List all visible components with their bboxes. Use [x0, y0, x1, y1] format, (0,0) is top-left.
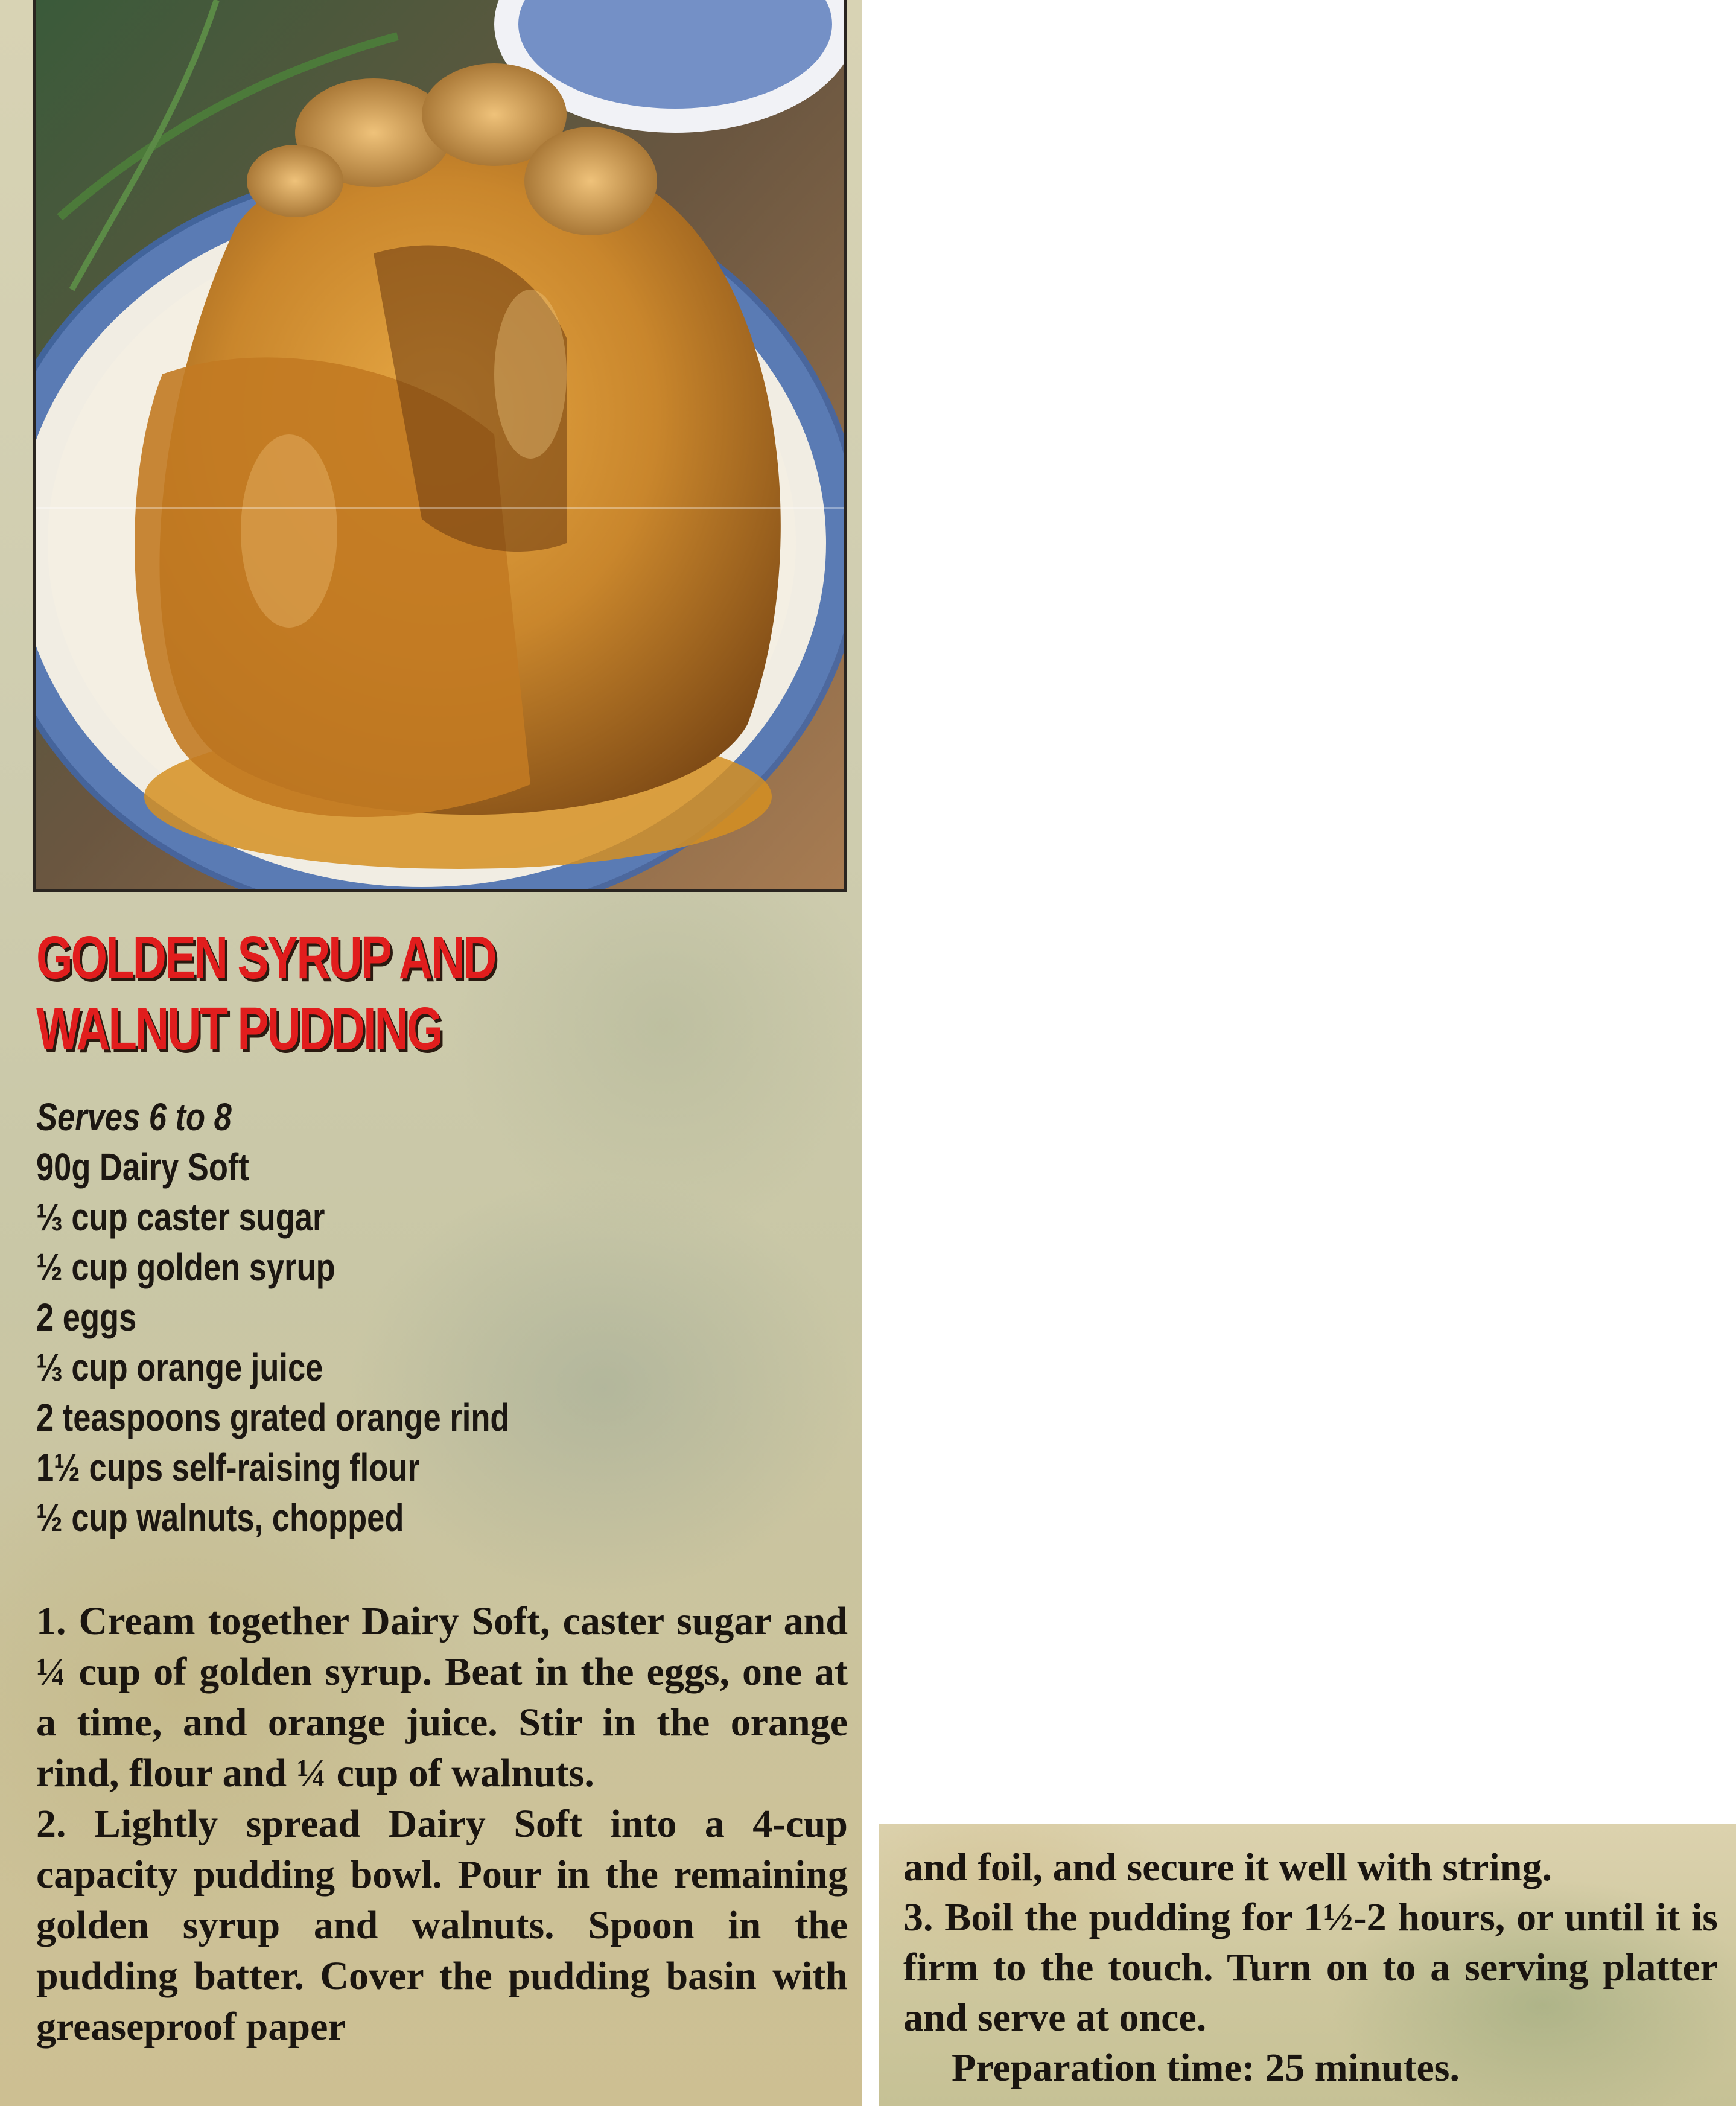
preparation-time: Preparation time: 25 minutes. — [952, 2046, 1460, 2090]
recipe-clipping-continuation — [879, 1824, 1736, 2106]
recipe-title — [36, 922, 495, 1064]
fold-crease — [36, 507, 844, 509]
pudding-illustration — [36, 0, 844, 889]
method-step-1: 1. Cream together Dairy Soft, caster sugar and ¼ cup of golden syrup. Beat in the eggs, one at a time, and orange juice. Stir in the orange rind, flour and ¼ cup of walnuts. — [36, 1599, 848, 1795]
ingredient-item: ⅓ cup caster sugar — [36, 1195, 325, 1239]
method-section — [36, 1596, 848, 2052]
ingredient-item: 2 teaspoons grated orange rind — [36, 1396, 510, 1439]
method-step-2: 2. Lightly spread Dairy Soft into a 4-cup capacity pudding bowl. Pour in the remaining golden syrup and walnuts. Spoon in the pudding batter. Cover the pudding basin with greaseproof paper — [36, 1802, 848, 2049]
method-continuation — [903, 1842, 1718, 2093]
recipe-clipping-main — [0, 0, 862, 2106]
recipe-title-line-1: GOLDEN SYRUP AND — [36, 924, 495, 991]
ingredient-item: 1½ cups self-raising flour — [36, 1446, 420, 1489]
method-step-3: 3. Boil the pudding for 1½-2 hours, or until it is firm to the touch. Turn on to a serving platter and serve at once. — [903, 1895, 1718, 2040]
ingredient-list — [36, 1092, 509, 1543]
servings-text: Serves 6 to 8 — [36, 1095, 232, 1139]
pudding-photo — [33, 0, 847, 892]
ingredient-item: ½ cup walnuts, chopped — [36, 1496, 404, 1539]
ingredient-item: 90g Dairy Soft — [36, 1145, 249, 1189]
method-step-2-continued: and foil, and secure it well with string. — [903, 1845, 1552, 1889]
ingredient-item: ½ cup golden syrup — [36, 1245, 335, 1289]
ingredient-item: 2 eggs — [36, 1296, 137, 1339]
ingredient-item: ⅓ cup orange juice — [36, 1346, 323, 1389]
recipe-title-line-2: WALNUT PUDDING — [36, 995, 442, 1063]
